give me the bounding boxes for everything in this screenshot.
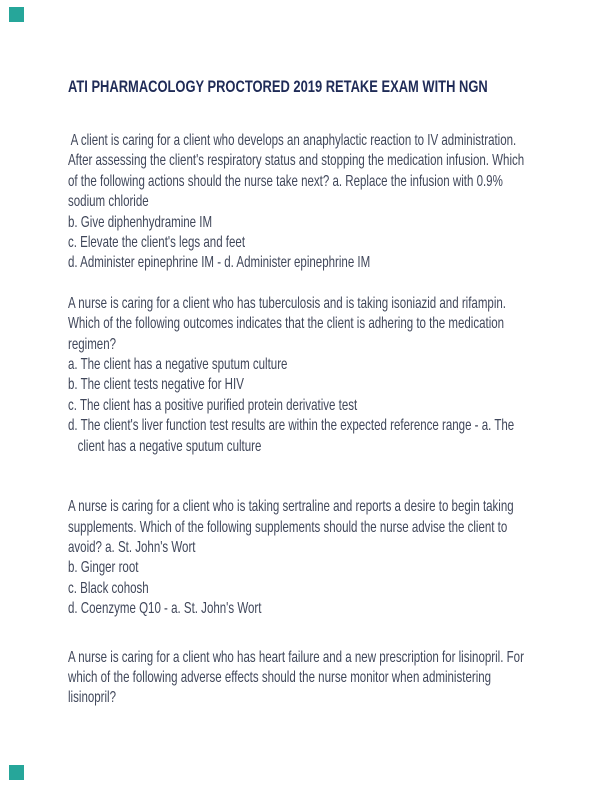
text-line: A nurse is caring for a client who is taking sertraline and reports a desire to begin taking xyxy=(68,498,514,516)
text-line: d. Coenzyme Q10 - a. St. John's Wort xyxy=(68,600,262,618)
text-line: c. Elevate the client's legs and feet xyxy=(68,234,246,252)
questions xyxy=(68,131,568,709)
text-line: b. Ginger root xyxy=(68,559,139,577)
text-line: After assessing the client's respiratory status and stopping the medication infusion. Which xyxy=(68,152,525,170)
text-line: sodium chloride xyxy=(68,193,149,211)
text-line: client has a negative sputum culture xyxy=(68,437,262,455)
text-line: d. The client's liver function test results are within the expected reference range - a. The xyxy=(68,417,515,435)
text-line: A client is caring for a client who develops an anaphylactic reaction to IV administration. xyxy=(68,132,517,149)
document-content xyxy=(68,76,568,709)
question-block xyxy=(68,294,568,457)
text-line: regimen? xyxy=(68,335,117,353)
text-line: d. Administer epinephrine IM - d. Administer epinephrine IM xyxy=(68,254,371,272)
text-line: avoid? a. St. John's Wort xyxy=(68,538,196,556)
question-block xyxy=(68,497,568,619)
question-block xyxy=(68,648,568,709)
text-line: b. The client tests negative for HIV xyxy=(68,376,244,394)
text-line: supplements. Which of the following supplements should the nurse advise the client to xyxy=(68,518,508,536)
text-line: c. The client has a positive purified protein derivative test xyxy=(68,396,358,414)
text-line: A nurse is caring for a client who has heart failure and a new prescription for lisinopril. For xyxy=(68,648,524,666)
text-line: c. Black cohosh xyxy=(68,579,149,597)
text-line: lisinopril? xyxy=(68,689,117,707)
question-block xyxy=(68,131,568,274)
corner-marker-icon xyxy=(9,7,24,22)
text-line: of the following actions should the nurse take next? a. Replace the infusion with 0.9% xyxy=(68,172,503,190)
corner-marker-icon xyxy=(9,765,24,780)
text-line: a. The client has a negative sputum culture xyxy=(68,356,288,374)
text-line: A nurse is caring for a client who has tuberculosis and is taking isoniazid and rifampin. xyxy=(68,294,506,312)
text-line: which of the following adverse effects should the nurse monitor when administering xyxy=(68,668,492,686)
text-line: Which of the following outcomes indicates that the client is adhering to the medication xyxy=(68,315,505,333)
text-line: b. Give diphenhydramine IM xyxy=(68,213,213,231)
page-title: ATI PHARMACOLOGY PROCTORED 2019 RETAKE EXAM WITH NGN xyxy=(68,77,488,96)
